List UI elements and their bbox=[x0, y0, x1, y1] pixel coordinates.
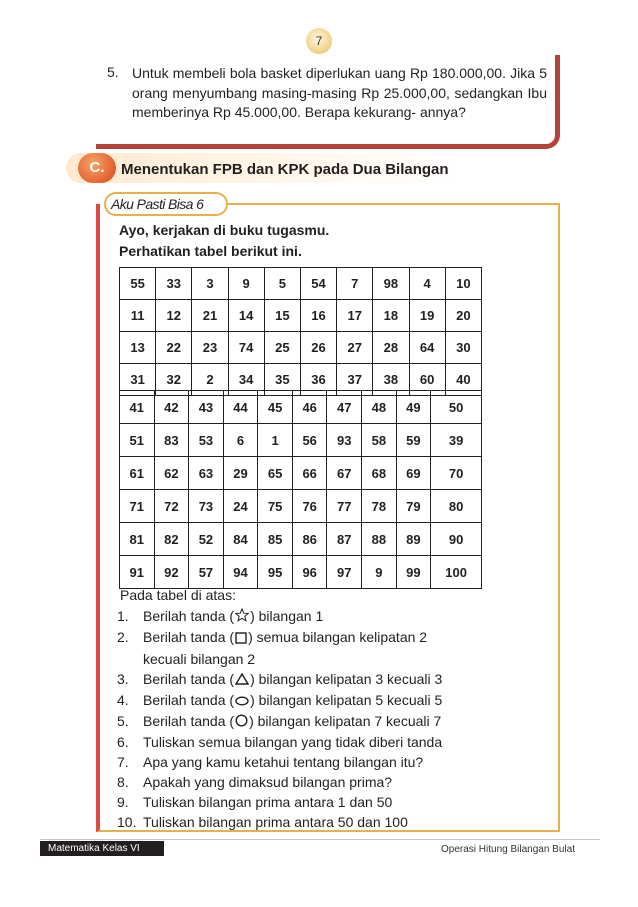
question-list bbox=[117, 606, 557, 832]
table-cell: 24 bbox=[223, 490, 258, 523]
question-number: 1. bbox=[117, 608, 129, 624]
table-cell: 3 bbox=[192, 268, 228, 300]
question-number: 7. bbox=[117, 754, 129, 771]
table-row bbox=[120, 268, 482, 300]
table-cell: 12 bbox=[156, 300, 192, 332]
table-cell: 69 bbox=[396, 457, 431, 490]
table-cell: 55 bbox=[120, 268, 156, 300]
table-row bbox=[120, 300, 482, 332]
table-cell: 34 bbox=[228, 364, 264, 396]
table-cell: 20 bbox=[445, 300, 481, 332]
table-cell: 9 bbox=[362, 556, 397, 589]
table-cell: 76 bbox=[292, 490, 327, 523]
table-cell: 50 bbox=[431, 391, 482, 424]
instruction-2: Perhatikan tabel berikut ini. bbox=[119, 243, 302, 259]
number-table-top bbox=[119, 267, 482, 396]
table-cell: 11 bbox=[120, 300, 156, 332]
question-number: 10. bbox=[117, 814, 137, 831]
question-number: 2. bbox=[117, 629, 129, 646]
table-cell: 70 bbox=[431, 457, 482, 490]
table-cell: 14 bbox=[228, 300, 264, 332]
table-cell: 78 bbox=[362, 490, 397, 523]
table-cell: 67 bbox=[327, 457, 362, 490]
table-cell: 16 bbox=[300, 300, 336, 332]
exercise-title: Aku Pasti Bisa 6 bbox=[111, 196, 204, 212]
question-item bbox=[117, 606, 557, 627]
table-cell: 21 bbox=[192, 300, 228, 332]
question-number: 3. bbox=[117, 670, 129, 687]
table-row bbox=[120, 391, 482, 424]
question-item bbox=[117, 772, 557, 792]
table-cell: 25 bbox=[264, 332, 300, 364]
table-cell: 88 bbox=[362, 523, 397, 556]
table-cell: 85 bbox=[258, 523, 293, 556]
table-cell: 89 bbox=[396, 523, 431, 556]
table-cell: 17 bbox=[337, 300, 373, 332]
table-row bbox=[120, 490, 482, 523]
table-cell: 74 bbox=[228, 332, 264, 364]
table-row bbox=[120, 556, 482, 589]
footer-book-title: Matematika Kelas VI bbox=[40, 841, 164, 856]
table-cell: 96 bbox=[292, 556, 327, 589]
table-cell: 19 bbox=[409, 300, 445, 332]
footer-rule bbox=[40, 839, 600, 840]
star-icon bbox=[235, 607, 249, 627]
table-note: Pada tabel di atas: bbox=[120, 587, 236, 603]
table-cell: 56 bbox=[292, 424, 327, 457]
table-cell: 58 bbox=[362, 424, 397, 457]
question-item bbox=[117, 732, 557, 752]
table-cell: 1 bbox=[258, 424, 293, 457]
table-cell: 46 bbox=[292, 391, 327, 424]
table-cell: 97 bbox=[327, 556, 362, 589]
page-number: 7 bbox=[306, 28, 332, 54]
question-number: 4. bbox=[117, 691, 129, 708]
table-cell: 38 bbox=[373, 364, 409, 396]
question-text: Berilah tanda ( ) bilangan kelipatan 3 kecuali 3 bbox=[143, 669, 442, 690]
table-cell: 79 bbox=[396, 490, 431, 523]
table-cell: 9 bbox=[228, 268, 264, 300]
table-cell: 41 bbox=[120, 391, 155, 424]
table-cell: 82 bbox=[154, 523, 189, 556]
table-row bbox=[120, 332, 482, 364]
table-cell: 27 bbox=[337, 332, 373, 364]
table-cell: 65 bbox=[258, 457, 293, 490]
table-cell: 93 bbox=[327, 424, 362, 457]
table-row bbox=[120, 457, 482, 490]
table-cell: 18 bbox=[373, 300, 409, 332]
section-letter-badge: C. bbox=[78, 153, 116, 183]
table-cell: 77 bbox=[327, 490, 362, 523]
table-cell: 71 bbox=[120, 490, 155, 523]
table-cell: 80 bbox=[431, 490, 482, 523]
question-text: Berilah tanda ( ) bilangan 1 bbox=[143, 606, 323, 627]
table-cell: 95 bbox=[258, 556, 293, 589]
table-cell: 32 bbox=[156, 364, 192, 396]
table-cell: 57 bbox=[189, 556, 224, 589]
table-cell: 36 bbox=[300, 364, 336, 396]
table-cell: 5 bbox=[264, 268, 300, 300]
table-cell: 45 bbox=[258, 391, 293, 424]
question-item bbox=[117, 711, 557, 732]
question-text: Tuliskan bilangan prima antara 50 dan 100 bbox=[143, 814, 408, 831]
table-cell: 4 bbox=[409, 268, 445, 300]
question-text: Tuliskan semua bilangan yang tidak diberi tanda bbox=[143, 734, 443, 751]
table-cell: 31 bbox=[120, 364, 156, 396]
table-row bbox=[120, 523, 482, 556]
table-cell: 33 bbox=[156, 268, 192, 300]
question-number: 5. bbox=[117, 713, 129, 730]
table-cell: 37 bbox=[337, 364, 373, 396]
table-cell: 44 bbox=[223, 391, 258, 424]
table-cell: 53 bbox=[189, 424, 224, 457]
table-cell: 86 bbox=[292, 523, 327, 556]
table-cell: 48 bbox=[362, 391, 397, 424]
table-cell: 98 bbox=[373, 268, 409, 300]
number-table-bottom bbox=[119, 390, 482, 589]
table-cell: 83 bbox=[154, 424, 189, 457]
table-cell: 66 bbox=[292, 457, 327, 490]
problem-text: Untuk membeli bola basket diperlukan uang Rp 180.000,00. Jika 5 orang menyumbang masing-masing Rp 25.000,00, sedangkan Ibu memberinya Rp 45.000,00. Berapa kekurang- annya? bbox=[132, 65, 547, 120]
table-cell: 15 bbox=[264, 300, 300, 332]
question-text: Berilah tanda ( ) bilangan kelipatan 5 kecuali 5 bbox=[143, 690, 442, 711]
table-cell: 99 bbox=[396, 556, 431, 589]
table-cell: 28 bbox=[373, 332, 409, 364]
question-item bbox=[117, 752, 557, 772]
table-cell: 13 bbox=[120, 332, 156, 364]
section-title: Menentukan FPB dan KPK pada Dua Bilangan bbox=[121, 161, 449, 178]
table-cell: 81 bbox=[120, 523, 155, 556]
instruction-1: Ayo, kerjakan di buku tugasmu. bbox=[119, 222, 330, 238]
table-cell: 23 bbox=[192, 332, 228, 364]
table-cell: 94 bbox=[223, 556, 258, 589]
question-number: 6. bbox=[117, 734, 129, 751]
question-text: Berilah tanda ( ) bilangan kelipatan 7 kecuali 7 bbox=[143, 711, 441, 732]
table-cell: 61 bbox=[120, 457, 155, 490]
question-continuation: kecuali bilangan 2 bbox=[143, 650, 256, 667]
circle-icon bbox=[235, 712, 248, 732]
question-number: 8. bbox=[117, 774, 129, 791]
table-cell: 10 bbox=[445, 268, 481, 300]
table-cell: 22 bbox=[156, 332, 192, 364]
table-cell: 49 bbox=[396, 391, 431, 424]
question-text: Apakah yang dimaksud bilangan prima? bbox=[143, 774, 393, 791]
square-icon bbox=[235, 629, 247, 649]
ellipse-icon bbox=[235, 691, 249, 711]
table-cell: 2 bbox=[192, 364, 228, 396]
table-cell: 59 bbox=[396, 424, 431, 457]
exercise-top-rule bbox=[227, 203, 560, 205]
question-text: Apa yang kamu ketahui tentang bilangan itu? bbox=[143, 754, 424, 771]
table-cell: 84 bbox=[223, 523, 258, 556]
question-text: Berilah tanda ( ) semua bilangan kelipatan 2 bbox=[143, 627, 427, 648]
question-item bbox=[117, 792, 557, 812]
footer-chapter-title: Operasi Hitung Bilangan Bulat bbox=[441, 844, 575, 855]
table-cell: 43 bbox=[189, 391, 224, 424]
table-cell: 42 bbox=[154, 391, 189, 424]
table-cell: 68 bbox=[362, 457, 397, 490]
table-cell: 35 bbox=[264, 364, 300, 396]
table-cell: 90 bbox=[431, 523, 482, 556]
table-cell: 51 bbox=[120, 424, 155, 457]
table-cell: 29 bbox=[223, 457, 258, 490]
table-cell: 60 bbox=[409, 364, 445, 396]
question-text: Tuliskan bilangan prima antara 1 dan 50 bbox=[143, 794, 393, 811]
table-cell: 52 bbox=[189, 523, 224, 556]
table-cell: 87 bbox=[327, 523, 362, 556]
table-cell: 91 bbox=[120, 556, 155, 589]
problem-number: 5. bbox=[107, 64, 119, 80]
question-item bbox=[117, 690, 557, 711]
table-cell: 26 bbox=[300, 332, 336, 364]
table-row bbox=[120, 424, 482, 457]
table-cell: 75 bbox=[258, 490, 293, 523]
table-cell: 62 bbox=[154, 457, 189, 490]
table-cell: 40 bbox=[445, 364, 481, 396]
table-cell: 30 bbox=[445, 332, 481, 364]
table-cell: 63 bbox=[189, 457, 224, 490]
table-cell: 7 bbox=[337, 268, 373, 300]
table-cell: 72 bbox=[154, 490, 189, 523]
question-item bbox=[117, 669, 557, 690]
question-item bbox=[117, 812, 557, 832]
question-number: 9. bbox=[117, 794, 129, 811]
table-cell: 39 bbox=[431, 424, 482, 457]
table-cell: 47 bbox=[327, 391, 362, 424]
question-item bbox=[117, 627, 557, 648]
table-cell: 73 bbox=[189, 490, 224, 523]
triangle-icon bbox=[235, 670, 249, 690]
table-cell: 64 bbox=[409, 332, 445, 364]
table-cell: 92 bbox=[154, 556, 189, 589]
table-cell: 100 bbox=[431, 556, 482, 589]
table-cell: 54 bbox=[300, 268, 336, 300]
table-cell: 6 bbox=[223, 424, 258, 457]
